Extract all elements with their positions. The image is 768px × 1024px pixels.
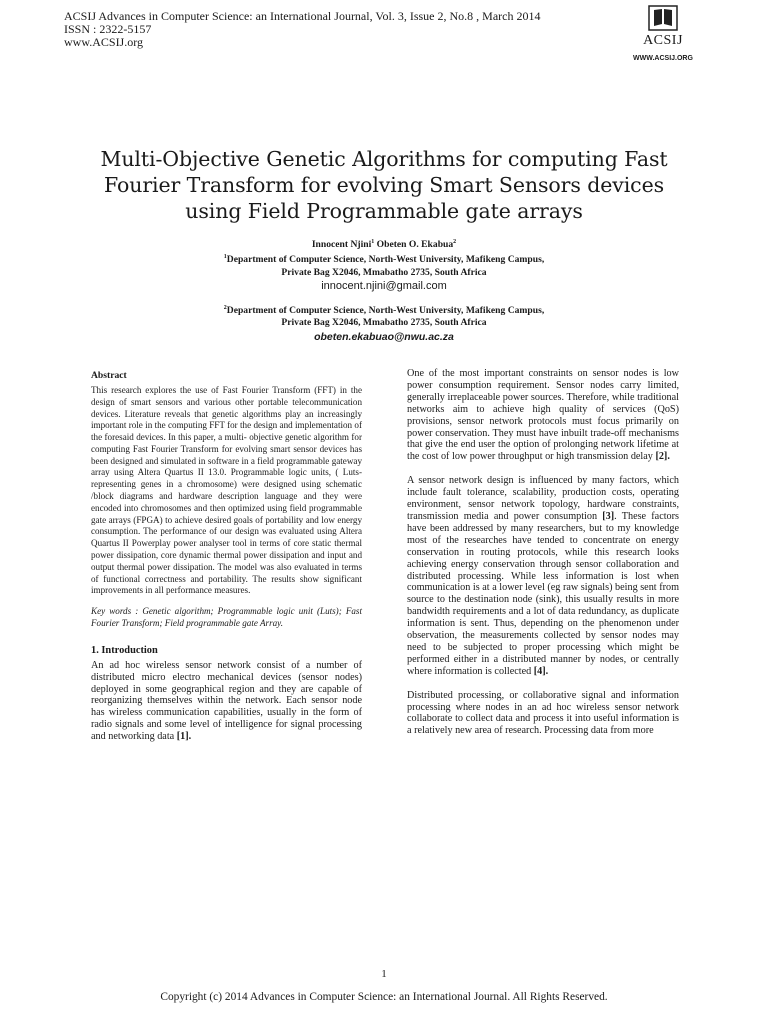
page-number: 1 [381, 968, 387, 980]
keywords: Key words : Genetic algorithm; Programmable logic unit (Luts); Fast Fourier Transform; Field programmable gate Array. [91, 606, 362, 629]
paper-title [60, 146, 708, 224]
journal-line: ACSIJ Advances in Computer Science: an International Journal, Vol. 3, Issue 2, No.8 , March 2014 [64, 9, 541, 23]
logo-url: WWW.ACSIJ.ORG [633, 55, 693, 62]
email-1[interactable]: innocent.njini@gmail.com [321, 279, 447, 292]
affiliation-2-line-1: $^2$Department of Computer Science, North-West University, Mafikeng Campus, [223, 304, 545, 317]
right-paragraph-3: Distributed processing, or collaborative signal and information processing where nodes in an ad hoc wireless sensor network collaborate to collect data and process it into useful information is a relatively new area of research. Processing data from more [407, 689, 679, 737]
citation-3[interactable]: [3] [602, 510, 615, 522]
affiliation-2-line-2: Private Bag X2046, Mmabatho 2735, South Africa [281, 317, 487, 329]
abstract-heading: Abstract [91, 370, 127, 381]
logo-text: ACSIJ [643, 33, 683, 48]
book-icon [618, 5, 708, 31]
title-line-1: Multi-Objective Genetic Algorithms for computing Fast [100, 147, 668, 171]
author-2-sup: 2 [453, 239, 457, 245]
left-column [91, 370, 362, 743]
journal-header [64, 10, 540, 49]
issn: ISSN : 2322-5157 [64, 22, 152, 36]
citation-2[interactable]: [2] [655, 451, 668, 463]
author-1-sup: 1 [371, 239, 375, 245]
author-1: Innocent Njini [311, 239, 372, 251]
introduction-paragraph-1: An ad hoc wireless sensor network consist of a number of distributed micro electro mechanical devices (sensor nodes) deployed in some geographical region and they are capable of reorganizing themselves within the network. Each sensor node has wireless communication capabilities, usually in the form of radio signals and some level of intelligence for signal processing and networking data [1]. [91, 659, 362, 743]
title-line-2: Fourier Transform for evolving Smart Sensors devices [103, 173, 665, 197]
right-column [407, 368, 679, 737]
introduction-heading: 1. Introduction [91, 644, 158, 656]
right-paragraph-2: A sensor network design is influenced by many factors, which include fault tolerance, scalability, production costs, operating environment, sensor network topology, hardware constraints, transmission media and power consumption [3]. These factors have been addressed by many researchers, but to my knowledge most of the researches have tended to concentrate on energy conservation in routing protocols, while this research looks achieving energy conservation through sensor collaboration and distributed processing. While less information is lost when communication is at a lower level (eg raw signals) being sent from source to the destination node (sink), this usually results in more bandwidth requirements and a lot of data redundancy, as duplicate information is sent. Thus, depending on the phenomenon under observation, the measurements collected by sensor nodes may need to be subjected to proper processing which might be performed either in a distributed manner by nodes, or centrally where information is collected [4]. [407, 475, 680, 677]
citation-1[interactable]: [1] [176, 731, 189, 743]
email-2[interactable]: obeten.ekabuao@nwu.ac.za [314, 330, 454, 343]
affiliation-1-line-2: Private Bag X2046, Mmabatho 2735, South Africa [281, 266, 487, 278]
citation-4[interactable]: [4] [533, 665, 546, 677]
affiliation-2-sup: 2 [223, 304, 227, 311]
abstract-text: This research explores the use of Fast Fourier Transform (FFT) in the design of smart sensors and various other portable telecommunication devices. Literature reveals that genetic algorithms play an increasingly important role in the computing FFT for the design and implementation of the foresaid devices. In this paper, a multi- objective genetic algorithm for computing Fast Fourier Transform for evolving smart sensor devices has been designed and simulated in software in a field programmable gateway array using Altera Quartus II 13.0. Programmable logic units, ( Luts-representing genes in a chromosome) were designed using schematic /block diagrams and hardware description language and they were encoded into chromosomes and then optimized using field programmable gate arrays (FPGA) to achieve desired goals of portability and low energy consumption. The performance of our design was evaluated using Altera Quartus II Powerplay power analyser tool in terms of core static thermal power dissipation, core dynamic thermal power dissipation and input and output thermal power dissipation. The model was also evaluated in terms of functional correctness and portability. The results show significant improvements in all performance measures. [91, 384, 362, 596]
journal-website[interactable]: www.ACSIJ.org [64, 35, 144, 49]
author-names [100, 236, 668, 251]
author-2: Obeten O. Ekabua [376, 239, 454, 251]
authors-block [100, 236, 668, 344]
right-paragraph-1: One of the most important constraints on sensor nodes is low power consumption requirement. Sensor nodes carry limited, generally irreplaceable power sources. Therefore, while traditional networks aim to achieve high quality of services (QoS) provisions, sensor network protocols must focus primarily on power conservation. They must have inbuilt trade-off mechanisms that give the end user the option of prolonging network lifetime at the cost of low power throughput or high transmission delay [2]. [407, 368, 679, 463]
copyright-notice: Copyright (c) 2014 Advances in Computer Science: an International Journal. All Rights Reserved. [160, 991, 608, 1003]
title-line-3: using Field Programmable gate arrays [185, 199, 583, 223]
affiliation-1-line-1: $^1$Department of Computer Science, North-West University, Mafikeng Campus, [223, 254, 545, 266]
acsij-logo [618, 5, 708, 62]
affiliation-1-sup: 1 [223, 254, 227, 261]
